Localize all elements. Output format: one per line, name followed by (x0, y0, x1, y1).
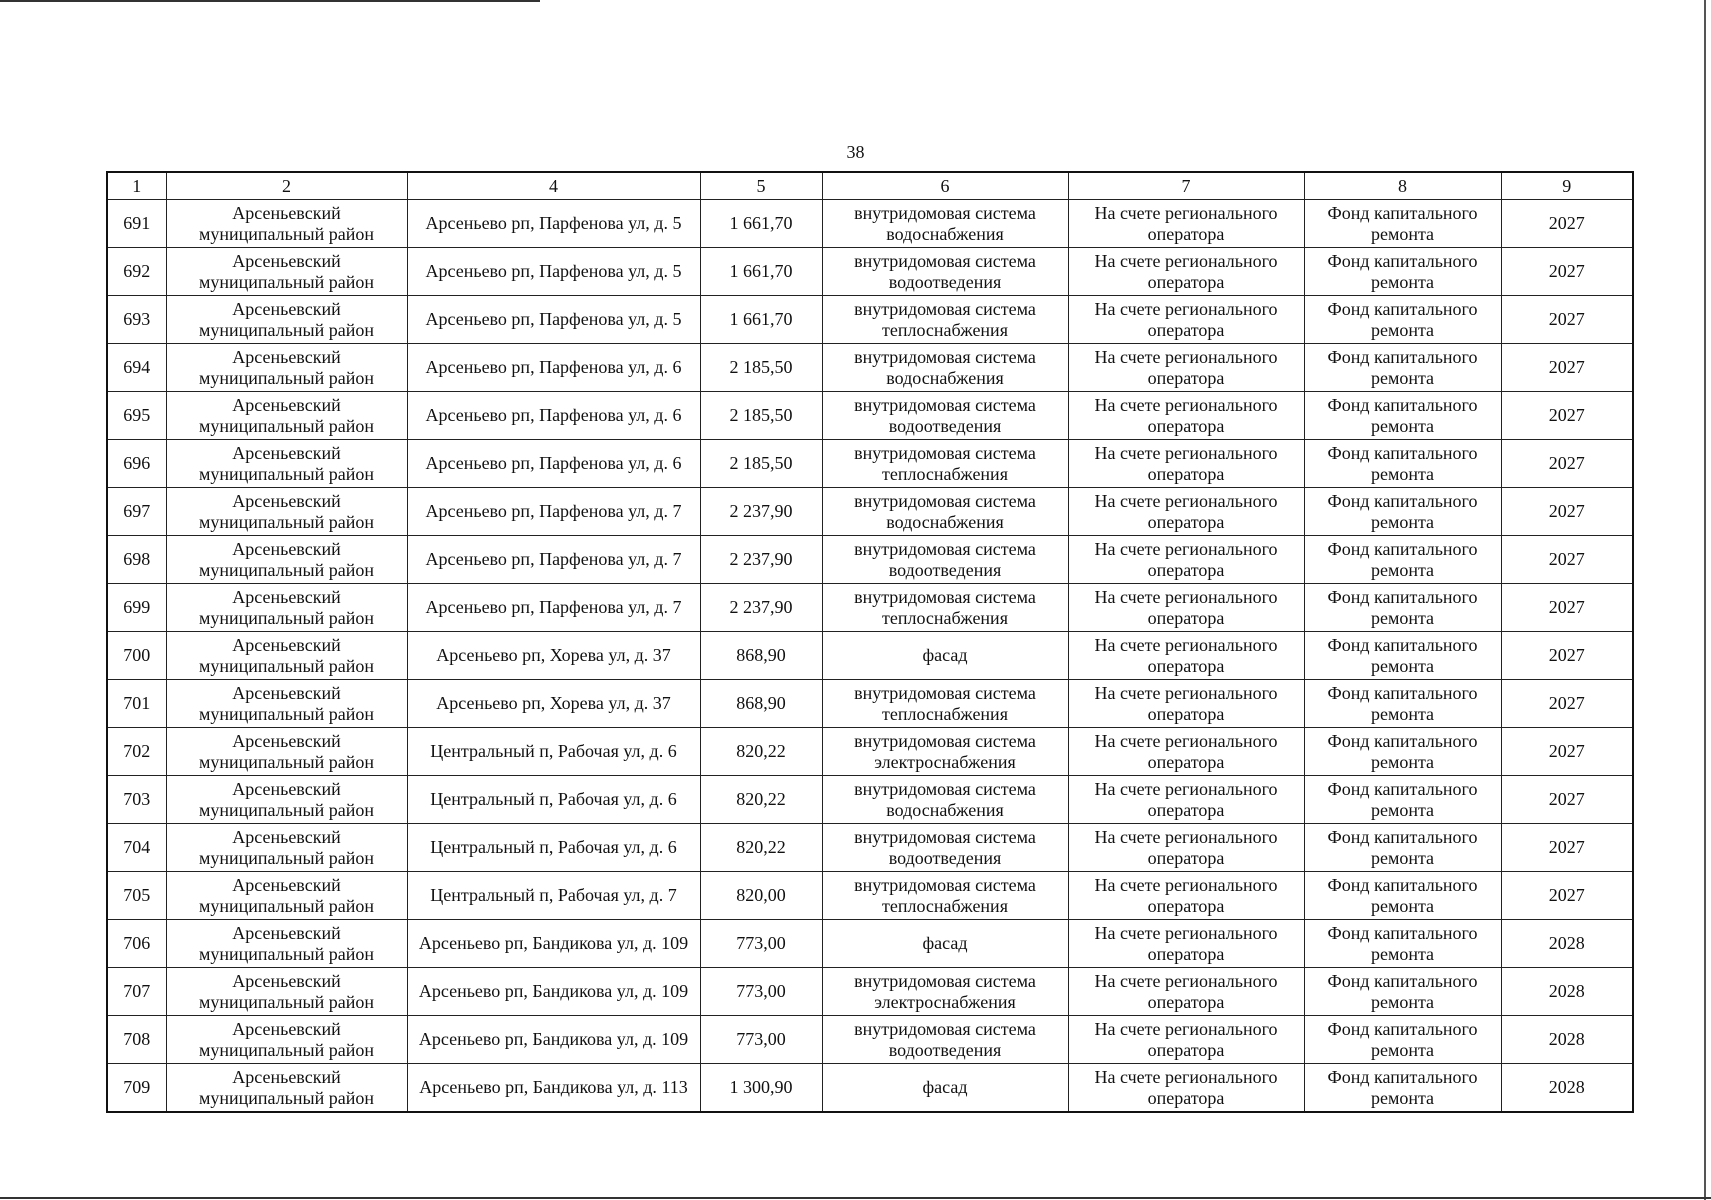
fund-cell: Фонд капитального ремонта (1304, 632, 1501, 680)
account-cell: На счете регионального оператора (1068, 776, 1304, 824)
row-number-cell: 693 (107, 296, 166, 344)
account-cell: На счете регионального оператора (1068, 440, 1304, 488)
row-number-cell: 697 (107, 488, 166, 536)
fund-cell: Фонд капитального ремонта (1304, 824, 1501, 872)
address-cell: Арсеньево рп, Парфенова ул, д. 7 (407, 536, 700, 584)
row-number-cell: 701 (107, 680, 166, 728)
account-cell: На счете регионального оператора (1068, 488, 1304, 536)
year-cell: 2027 (1501, 584, 1633, 632)
account-cell: На счете регионального оператора (1068, 584, 1304, 632)
table-row (107, 440, 1633, 488)
table-row (107, 920, 1633, 968)
area-cell: 2 237,90 (700, 584, 822, 632)
district-cell: Арсеньевский муниципальный район (166, 248, 407, 296)
header-cell: 7 (1068, 172, 1304, 200)
table-row (107, 632, 1633, 680)
row-number-cell: 695 (107, 392, 166, 440)
year-cell: 2027 (1501, 488, 1633, 536)
fund-cell: Фонд капитального ремонта (1304, 920, 1501, 968)
year-cell: 2027 (1501, 200, 1633, 248)
address-cell: Центральный п, Рабочая ул, д. 6 (407, 776, 700, 824)
year-cell: 2027 (1501, 296, 1633, 344)
table-row (107, 584, 1633, 632)
year-cell: 2027 (1501, 392, 1633, 440)
district-cell: Арсеньевский муниципальный район (166, 1064, 407, 1113)
district-cell: Арсеньевский муниципальный район (166, 584, 407, 632)
fund-cell: Фонд капитального ремонта (1304, 968, 1501, 1016)
district-cell: Арсеньевский муниципальный район (166, 632, 407, 680)
area-cell: 2 185,50 (700, 440, 822, 488)
district-cell: Арсеньевский муниципальный район (166, 776, 407, 824)
account-cell: На счете регионального оператора (1068, 632, 1304, 680)
year-cell: 2027 (1501, 248, 1633, 296)
row-number-cell: 704 (107, 824, 166, 872)
year-cell: 2027 (1501, 824, 1633, 872)
account-cell: На счете регионального оператора (1068, 1064, 1304, 1113)
district-cell: Арсеньевский муниципальный район (166, 344, 407, 392)
account-cell: На счете регионального оператора (1068, 296, 1304, 344)
address-cell: Арсеньево рп, Бандикова ул, д. 109 (407, 920, 700, 968)
system-cell: фасад (822, 920, 1068, 968)
area-cell: 773,00 (700, 920, 822, 968)
row-number-cell: 706 (107, 920, 166, 968)
table-row (107, 824, 1633, 872)
fund-cell: Фонд капитального ремонта (1304, 344, 1501, 392)
system-cell: внутридомовая система водоснабжения (822, 488, 1068, 536)
system-cell: внутридомовая система теплоснабжения (822, 680, 1068, 728)
district-cell: Арсеньевский муниципальный район (166, 872, 407, 920)
row-number-cell: 698 (107, 536, 166, 584)
address-cell: Арсеньево рп, Бандикова ул, д. 109 (407, 968, 700, 1016)
system-cell: внутридомовая система водоотведения (822, 536, 1068, 584)
address-cell: Арсеньево рп, Парфенова ул, д. 6 (407, 440, 700, 488)
account-cell: На счете регионального оператора (1068, 680, 1304, 728)
fund-cell: Фонд капитального ремонта (1304, 1016, 1501, 1064)
account-cell: На счете регионального оператора (1068, 728, 1304, 776)
fund-cell: Фонд капитального ремонта (1304, 248, 1501, 296)
year-cell: 2027 (1501, 536, 1633, 584)
fund-cell: Фонд капитального ремонта (1304, 536, 1501, 584)
year-cell: 2027 (1501, 728, 1633, 776)
year-cell: 2028 (1501, 968, 1633, 1016)
district-cell: Арсеньевский муниципальный район (166, 1016, 407, 1064)
table-row (107, 680, 1633, 728)
header-cell: 8 (1304, 172, 1501, 200)
row-number-cell: 700 (107, 632, 166, 680)
row-number-cell: 705 (107, 872, 166, 920)
table-row (107, 872, 1633, 920)
year-cell: 2027 (1501, 344, 1633, 392)
area-cell: 820,00 (700, 872, 822, 920)
account-cell: На счете регионального оператора (1068, 392, 1304, 440)
table-row (107, 344, 1633, 392)
header-cell: 6 (822, 172, 1068, 200)
address-cell: Арсеньево рп, Парфенова ул, д. 6 (407, 392, 700, 440)
scan-bottom-edge-line (0, 1197, 1711, 1199)
area-cell: 2 185,50 (700, 392, 822, 440)
district-cell: Арсеньевский муниципальный район (166, 968, 407, 1016)
address-cell: Арсеньево рп, Парфенова ул, д. 7 (407, 488, 700, 536)
fund-cell: Фонд капитального ремонта (1304, 200, 1501, 248)
address-cell: Арсеньево рп, Парфенова ул, д. 5 (407, 200, 700, 248)
fund-cell: Фонд капитального ремонта (1304, 488, 1501, 536)
area-cell: 1 661,70 (700, 296, 822, 344)
system-cell: внутридомовая система водоснабжения (822, 344, 1068, 392)
header-cell: 2 (166, 172, 407, 200)
fund-cell: Фонд капитального ремонта (1304, 584, 1501, 632)
row-number-cell: 691 (107, 200, 166, 248)
address-cell: Центральный п, Рабочая ул, д. 7 (407, 872, 700, 920)
table-row (107, 536, 1633, 584)
area-cell: 1 661,70 (700, 200, 822, 248)
address-cell: Арсеньево рп, Хорева ул, д. 37 (407, 680, 700, 728)
fund-cell: Фонд капитального ремонта (1304, 1064, 1501, 1113)
fund-cell: Фонд капитального ремонта (1304, 392, 1501, 440)
system-cell: внутридомовая система водоснабжения (822, 776, 1068, 824)
system-cell: внутридомовая система водоотведения (822, 248, 1068, 296)
account-cell: На счете регионального оператора (1068, 248, 1304, 296)
address-cell: Арсеньево рп, Бандикова ул, д. 109 (407, 1016, 700, 1064)
address-cell: Арсеньево рп, Бандикова ул, д. 113 (407, 1064, 700, 1113)
district-cell: Арсеньевский муниципальный район (166, 488, 407, 536)
area-cell: 2 237,90 (700, 536, 822, 584)
row-number-cell: 703 (107, 776, 166, 824)
year-cell: 2028 (1501, 920, 1633, 968)
address-cell: Арсеньево рп, Парфенова ул, д. 7 (407, 584, 700, 632)
account-cell: На счете регионального оператора (1068, 968, 1304, 1016)
fund-cell: Фонд капитального ремонта (1304, 872, 1501, 920)
year-cell: 2027 (1501, 872, 1633, 920)
address-cell: Арсеньево рп, Парфенова ул, д. 5 (407, 296, 700, 344)
table-row (107, 488, 1633, 536)
area-cell: 868,90 (700, 680, 822, 728)
area-cell: 2 237,90 (700, 488, 822, 536)
area-cell: 820,22 (700, 728, 822, 776)
system-cell: внутридомовая система электроснабжения (822, 728, 1068, 776)
system-cell: внутридомовая система водоотведения (822, 1016, 1068, 1064)
header-cell: 9 (1501, 172, 1633, 200)
header-cell: 5 (700, 172, 822, 200)
area-cell: 773,00 (700, 1016, 822, 1064)
district-cell: Арсеньевский муниципальный район (166, 824, 407, 872)
account-cell: На счете регионального оператора (1068, 872, 1304, 920)
table-row (107, 200, 1633, 248)
table-row (107, 776, 1633, 824)
fund-cell: Фонд капитального ремонта (1304, 440, 1501, 488)
row-number-cell: 696 (107, 440, 166, 488)
address-cell: Центральный п, Рабочая ул, д. 6 (407, 824, 700, 872)
row-number-cell: 692 (107, 248, 166, 296)
system-cell: внутридомовая система теплоснабжения (822, 584, 1068, 632)
account-cell: На счете регионального оператора (1068, 824, 1304, 872)
account-cell: На счете регионального оператора (1068, 920, 1304, 968)
table-row (107, 728, 1633, 776)
account-cell: На счете регионального оператора (1068, 536, 1304, 584)
address-cell: Арсеньево рп, Парфенова ул, д. 5 (407, 248, 700, 296)
district-cell: Арсеньевский муниципальный район (166, 920, 407, 968)
system-cell: фасад (822, 1064, 1068, 1113)
year-cell: 2028 (1501, 1064, 1633, 1113)
fund-cell: Фонд капитального ремонта (1304, 680, 1501, 728)
page-number: 38 (846, 142, 865, 162)
header-cell: 4 (407, 172, 700, 200)
system-cell: фасад (822, 632, 1068, 680)
row-number-cell: 699 (107, 584, 166, 632)
table-row (107, 392, 1633, 440)
year-cell: 2027 (1501, 776, 1633, 824)
account-cell: На счете регионального оператора (1068, 1016, 1304, 1064)
account-cell: На счете регионального оператора (1068, 344, 1304, 392)
system-cell: внутридомовая система теплоснабжения (822, 296, 1068, 344)
fund-cell: Фонд капитального ремонта (1304, 776, 1501, 824)
year-cell: 2027 (1501, 440, 1633, 488)
account-cell: На счете регионального оператора (1068, 200, 1304, 248)
system-cell: внутридомовая система водоотведения (822, 392, 1068, 440)
area-cell: 820,22 (700, 776, 822, 824)
table-row (107, 296, 1633, 344)
table-row (107, 1064, 1633, 1113)
address-cell: Арсеньево рп, Парфенова ул, д. 6 (407, 344, 700, 392)
header-row (107, 172, 1633, 200)
table-body (107, 200, 1633, 1113)
area-cell: 773,00 (700, 968, 822, 1016)
system-cell: внутридомовая система водоснабжения (822, 200, 1068, 248)
row-number-cell: 694 (107, 344, 166, 392)
row-number-cell: 709 (107, 1064, 166, 1113)
district-cell: Арсеньевский муниципальный район (166, 296, 407, 344)
district-cell: Арсеньевский муниципальный район (166, 536, 407, 584)
year-cell: 2028 (1501, 1016, 1633, 1064)
header-cell: 1 (107, 172, 166, 200)
register-table (106, 171, 1634, 1113)
year-cell: 2027 (1501, 632, 1633, 680)
area-cell: 820,22 (700, 824, 822, 872)
row-number-cell: 702 (107, 728, 166, 776)
address-cell: Арсеньево рп, Хорева ул, д. 37 (407, 632, 700, 680)
address-cell: Центральный п, Рабочая ул, д. 6 (407, 728, 700, 776)
table-row (107, 248, 1633, 296)
scan-top-edge-line (0, 0, 540, 2)
area-cell: 1 300,90 (700, 1064, 822, 1113)
district-cell: Арсеньевский муниципальный район (166, 680, 407, 728)
row-number-cell: 707 (107, 968, 166, 1016)
area-cell: 868,90 (700, 632, 822, 680)
system-cell: внутридомовая система электроснабжения (822, 968, 1068, 1016)
system-cell: внутридомовая система теплоснабжения (822, 440, 1068, 488)
row-number-cell: 708 (107, 1016, 166, 1064)
district-cell: Арсеньевский муниципальный район (166, 200, 407, 248)
area-cell: 1 661,70 (700, 248, 822, 296)
fund-cell: Фонд капитального ремонта (1304, 728, 1501, 776)
table-row (107, 1016, 1633, 1064)
table-row (107, 968, 1633, 1016)
scan-right-edge-line (1704, 0, 1706, 1200)
fund-cell: Фонд капитального ремонта (1304, 296, 1501, 344)
area-cell: 2 185,50 (700, 344, 822, 392)
system-cell: внутридомовая система водоотведения (822, 824, 1068, 872)
system-cell: внутридомовая система теплоснабжения (822, 872, 1068, 920)
district-cell: Арсеньевский муниципальный район (166, 440, 407, 488)
district-cell: Арсеньевский муниципальный район (166, 728, 407, 776)
year-cell: 2027 (1501, 680, 1633, 728)
district-cell: Арсеньевский муниципальный район (166, 392, 407, 440)
